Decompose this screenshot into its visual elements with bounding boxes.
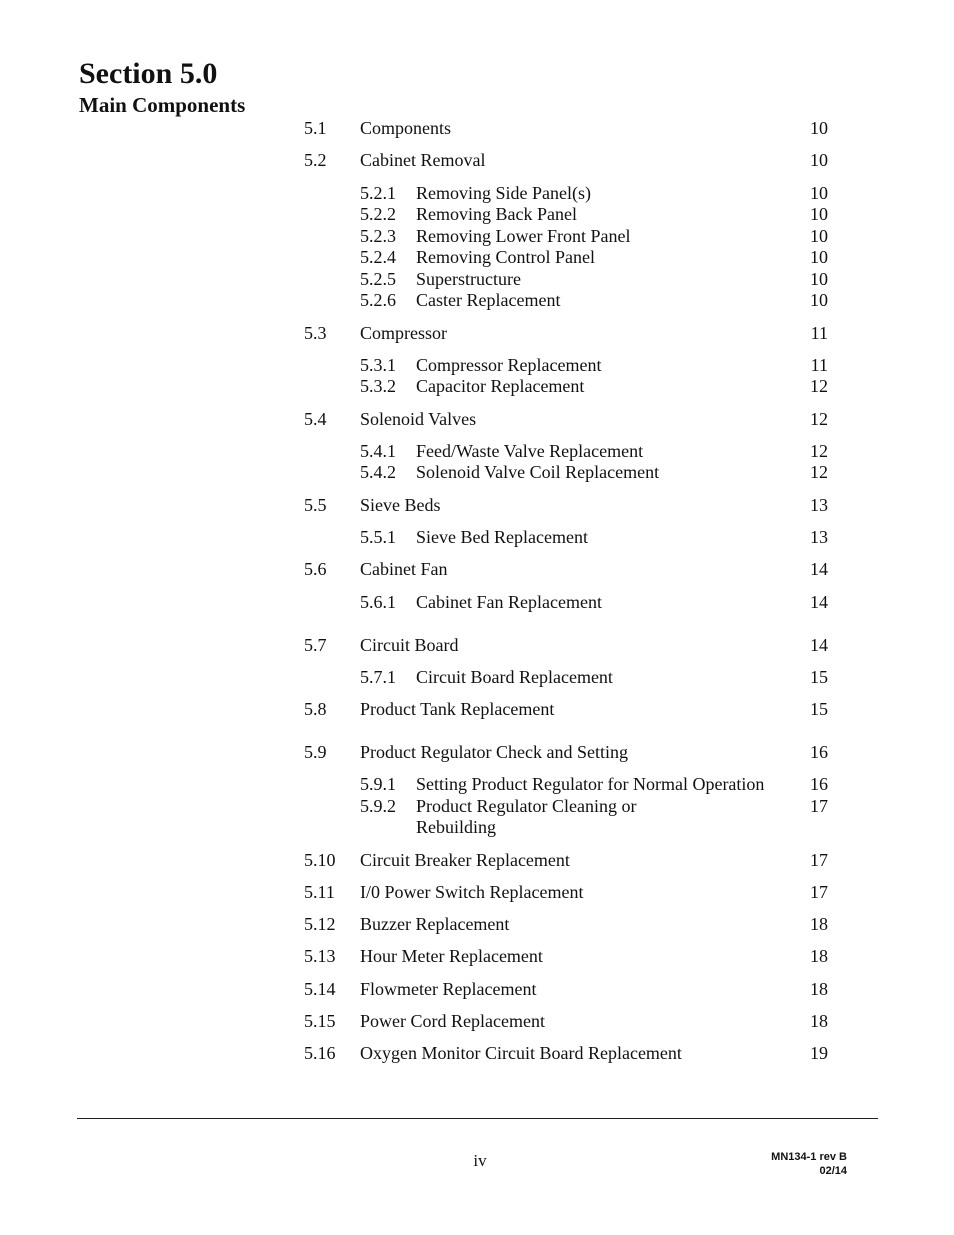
toc-subentry [0,440,954,462]
toc-page: 16 [810,742,828,762]
toc-number: 5.7 [304,635,327,655]
toc-page: 14 [810,635,828,655]
toc-page: 17 [810,850,828,870]
toc-title: Removing Lower Front Panel [416,226,631,246]
toc-page: 18 [810,1011,828,1031]
toc-number: 5.2.3 [360,226,396,246]
toc-page: 15 [810,699,828,719]
toc-title: Capacitor Replacement [416,376,585,396]
toc-number: 5.9.2 [360,796,396,816]
toc-number: 5.4.2 [360,462,396,482]
toc-subentry [0,268,954,290]
toc-title: Feed/Waste Valve Replacement [416,441,644,461]
toc-title: Solenoid Valve Coil Replacement [416,462,660,482]
toc-page: 10 [810,247,828,267]
toc-page: 16 [810,774,828,794]
toc-entry [0,698,954,720]
toc-page: 15 [810,667,828,687]
toc-title: Power Cord Replacement [360,1011,545,1031]
toc-number: 5.5.1 [360,527,396,547]
toc-number: 5.9 [304,742,327,762]
toc-number: 5.2.1 [360,183,396,203]
toc-page: 13 [810,495,828,515]
toc-title: Product Tank Replacement [360,699,555,719]
toc-number: 5.3.1 [360,355,396,375]
toc-page: 10 [810,150,828,170]
toc-entry [0,558,954,580]
toc-page: 10 [810,290,828,310]
toc-number: 5.2.6 [360,290,396,310]
toc-subentry [0,246,954,268]
toc-entry [0,322,954,344]
toc-title: Rebuilding [416,817,496,837]
toc-subentry [0,526,954,548]
toc-title: Setting Product Regulator for Normal Operation [416,774,765,794]
toc-number: 5.11 [304,882,335,902]
toc-entry [0,494,954,516]
toc-number: 5.14 [304,979,336,999]
toc-subentry [0,666,954,688]
toc-subentry [0,591,954,613]
toc-page: 17 [810,796,828,816]
toc-title: Cabinet Fan [360,559,448,579]
toc-page: 10 [810,204,828,224]
toc-page: 14 [810,592,828,612]
toc-number: 5.10 [304,850,336,870]
section-title: Section 5.0 [79,57,218,90]
toc-title: Solenoid Valves [360,409,477,429]
toc-page: 12 [810,462,828,482]
toc-title: Hour Meter Replacement [360,946,543,966]
toc-page: 12 [810,441,828,461]
toc-page: 10 [810,226,828,246]
toc-number: 5.4 [304,409,327,429]
toc-entry [0,634,954,656]
toc-subentry [0,795,954,817]
toc-number: 5.15 [304,1011,336,1031]
toc-title: Circuit Board Replacement [416,667,613,687]
toc-title: Compressor Replacement [416,355,602,375]
toc-title: Sieve Beds [360,495,441,515]
toc-entry [0,117,954,139]
toc-page: 14 [810,559,828,579]
toc-page: 11 [810,355,828,375]
toc-number: 5.3.2 [360,376,396,396]
toc-page: 17 [810,882,828,902]
toc-page: 18 [810,979,828,999]
toc-subentry [0,461,954,483]
toc-number: 5.12 [304,914,336,934]
toc-number: 5.13 [304,946,336,966]
toc-title: Compressor [360,323,447,343]
toc-title: Product Regulator Cleaning or [416,796,637,816]
toc-title: Sieve Bed Replacement [416,527,588,547]
document-id [771,1150,847,1178]
toc-title: Caster Replacement [416,290,561,310]
toc-entry [0,741,954,763]
toc-title: Removing Back Panel [416,204,577,224]
toc-page: 10 [810,183,828,203]
toc-page: 13 [810,527,828,547]
toc-title: Oxygen Monitor Circuit Board Replacement [360,1043,682,1063]
toc-number: 5.6 [304,559,327,579]
toc-number: 5.9.1 [360,774,396,794]
toc-title: Circuit Breaker Replacement [360,850,570,870]
toc-title: Cabinet Removal [360,150,486,170]
toc-page: 11 [810,323,828,343]
page-number: iv [473,1151,487,1170]
toc-entry [0,978,954,1000]
document-revision: MN134-1 rev B [771,1151,847,1163]
toc-title: Product Regulator Check and Setting [360,742,628,762]
toc-subentry-continuation [0,816,954,838]
toc-title: Removing Side Panel(s) [416,183,591,203]
toc-subentry [0,354,954,376]
toc-entry [0,408,954,430]
toc-title: Buzzer Replacement [360,914,510,934]
document-date: 02/14 [819,1165,847,1177]
toc-number: 5.3 [304,323,327,343]
toc-number: 5.2.2 [360,204,396,224]
toc-subentry [0,289,954,311]
section-subtitle: Main Components [79,93,246,117]
toc-title: Circuit Board [360,635,459,655]
toc-page: 18 [810,946,828,966]
toc-title: Flowmeter Replacement [360,979,537,999]
toc-entry [0,849,954,871]
toc-title: Superstructure [416,269,521,289]
toc-entry [0,1010,954,1032]
toc-number: 5.2.4 [360,247,396,267]
toc-entry [0,1042,954,1064]
toc-number: 5.16 [304,1043,336,1063]
toc-entry [0,913,954,935]
toc-subentry [0,225,954,247]
toc-title: Components [360,118,452,138]
toc-number: 5.2 [304,150,327,170]
toc-page: 12 [810,376,828,396]
toc-entry [0,149,954,171]
toc-page: 12 [810,409,828,429]
toc-number: 5.8 [304,699,327,719]
toc-subentry [0,182,954,204]
toc-page: 10 [810,118,828,138]
toc-page: 10 [810,269,828,289]
toc-number: 5.2.5 [360,269,396,289]
toc-subentry [0,375,954,397]
toc-title: Cabinet Fan Replacement [416,592,602,612]
toc-number: 5.6.1 [360,592,396,612]
toc-entry [0,945,954,967]
toc-subentry [0,203,954,225]
toc-title: I/0 Power Switch Replacement [360,882,584,902]
toc-number: 5.5 [304,495,327,515]
toc-number: 5.7.1 [360,667,396,687]
toc-title: Removing Control Panel [416,247,595,267]
toc-page: 18 [810,914,828,934]
toc-page: 19 [810,1043,828,1063]
toc-number: 5.4.1 [360,441,396,461]
toc-subentry [0,773,954,795]
footer-divider [77,1118,878,1119]
toc-number: 5.1 [304,118,327,138]
toc-entry [0,881,954,903]
